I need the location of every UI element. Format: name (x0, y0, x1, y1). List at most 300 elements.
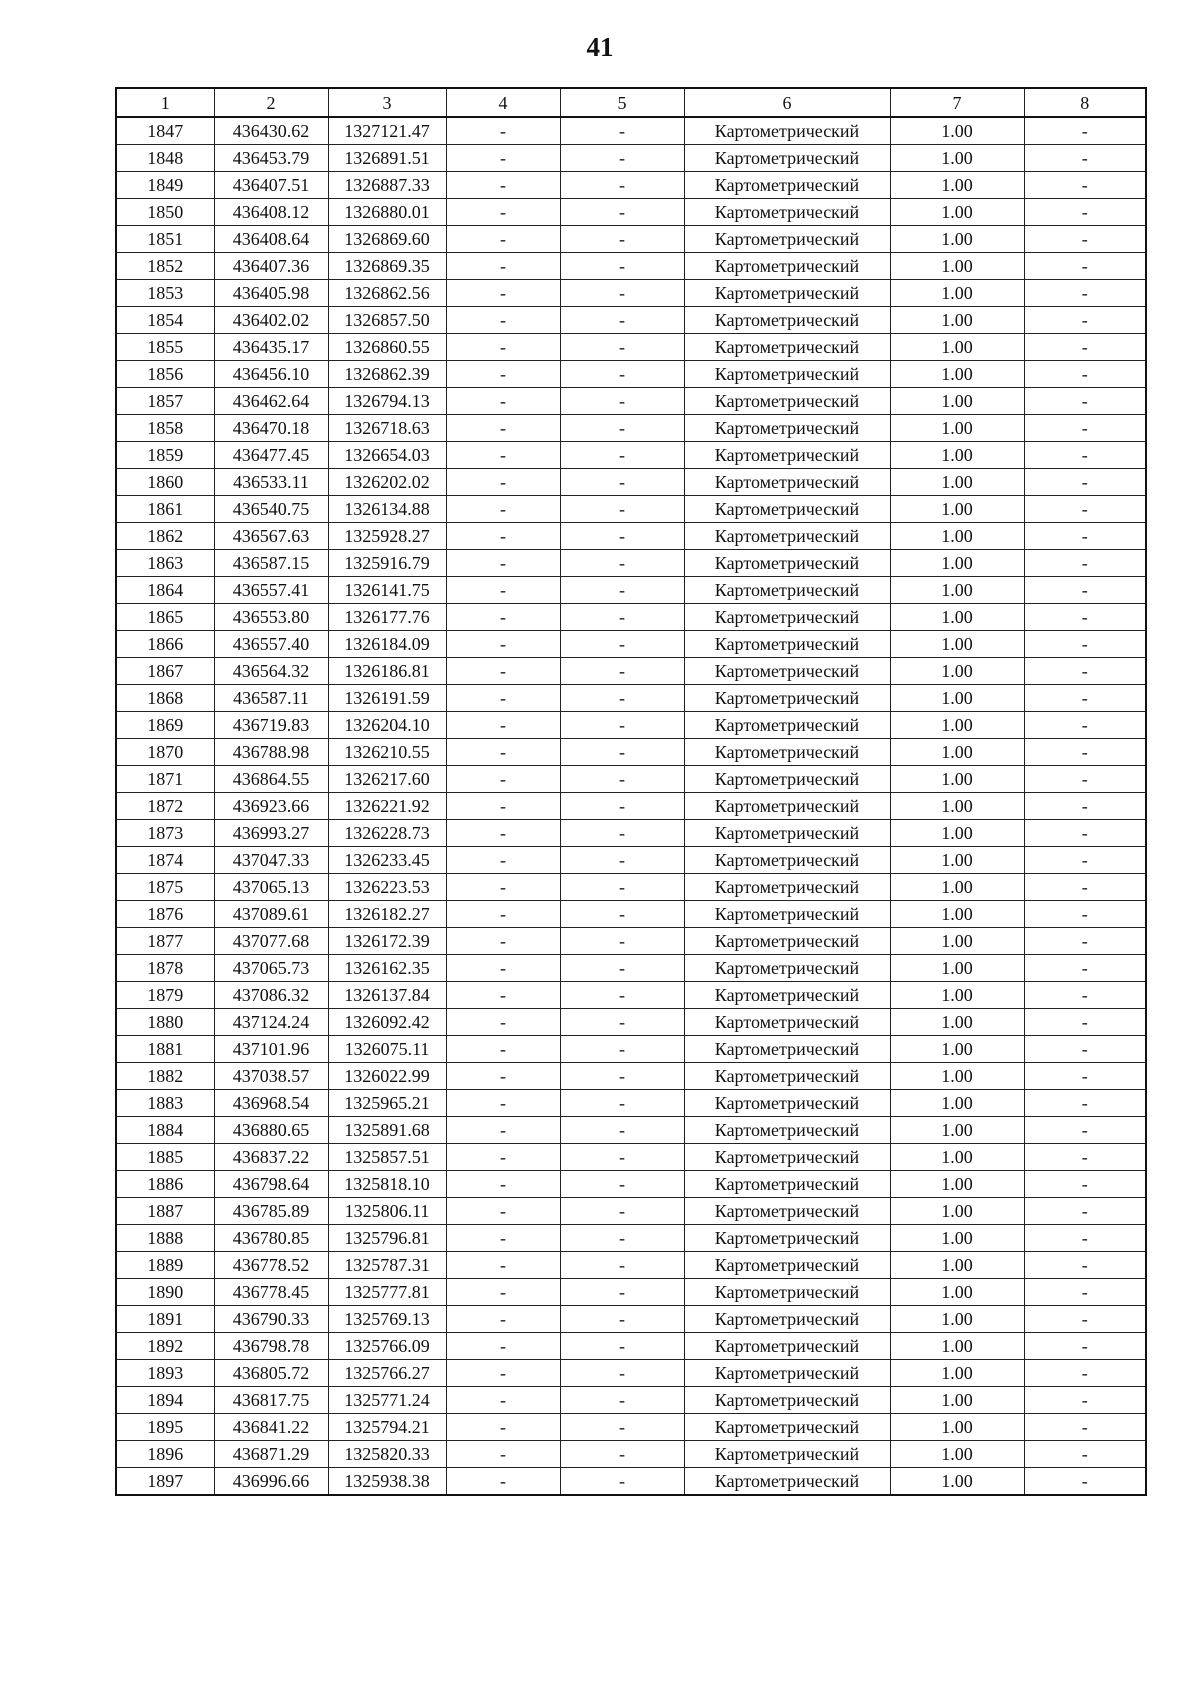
point-number-cell: 1876 (116, 901, 214, 928)
method-cell: Картометрический (684, 631, 890, 658)
y-coordinate-cell: 1326162.35 (328, 955, 446, 982)
method-cell: Картометрический (684, 496, 890, 523)
table-row (116, 1333, 1146, 1360)
x-coordinate-cell: 436837.22 (214, 1144, 328, 1171)
table-row (116, 1063, 1146, 1090)
col4-cell: - (446, 739, 560, 766)
x-coordinate-cell: 436778.45 (214, 1279, 328, 1306)
x-coordinate-cell: 436456.10 (214, 361, 328, 388)
method-cell: Картометрический (684, 1279, 890, 1306)
accuracy-cell: 1.00 (890, 820, 1024, 847)
col8-cell: - (1024, 847, 1146, 874)
col5-cell: - (560, 117, 684, 145)
y-coordinate-cell: 1326887.33 (328, 172, 446, 199)
accuracy-cell: 1.00 (890, 1360, 1024, 1387)
accuracy-cell: 1.00 (890, 1306, 1024, 1333)
table-row (116, 199, 1146, 226)
col4-cell: - (446, 1252, 560, 1279)
col4-cell: - (446, 1036, 560, 1063)
method-cell: Картометрический (684, 523, 890, 550)
point-number-cell: 1849 (116, 172, 214, 199)
accuracy-cell: 1.00 (890, 766, 1024, 793)
x-coordinate-cell: 436453.79 (214, 145, 328, 172)
method-cell: Картометрический (684, 145, 890, 172)
col8-cell: - (1024, 658, 1146, 685)
point-number-cell: 1895 (116, 1414, 214, 1441)
col8-cell: - (1024, 712, 1146, 739)
col5-cell: - (560, 1009, 684, 1036)
x-coordinate-cell: 437047.33 (214, 847, 328, 874)
col8-cell: - (1024, 820, 1146, 847)
column-header-7: 7 (890, 88, 1024, 117)
accuracy-cell: 1.00 (890, 712, 1024, 739)
accuracy-cell: 1.00 (890, 1171, 1024, 1198)
col5-cell: - (560, 928, 684, 955)
col4-cell: - (446, 253, 560, 280)
y-coordinate-cell: 1326137.84 (328, 982, 446, 1009)
col5-cell: - (560, 1171, 684, 1198)
col8-cell: - (1024, 1441, 1146, 1468)
accuracy-cell: 1.00 (890, 739, 1024, 766)
point-number-cell: 1879 (116, 982, 214, 1009)
x-coordinate-cell: 436587.15 (214, 550, 328, 577)
point-number-cell: 1886 (116, 1171, 214, 1198)
table-row (116, 145, 1146, 172)
accuracy-cell: 1.00 (890, 172, 1024, 199)
accuracy-cell: 1.00 (890, 685, 1024, 712)
col4-cell: - (446, 901, 560, 928)
accuracy-cell: 1.00 (890, 1009, 1024, 1036)
x-coordinate-cell: 436798.78 (214, 1333, 328, 1360)
y-coordinate-cell: 1325787.31 (328, 1252, 446, 1279)
method-cell: Картометрический (684, 1063, 890, 1090)
col4-cell: - (446, 1360, 560, 1387)
point-number-cell: 1851 (116, 226, 214, 253)
method-cell: Картометрический (684, 1171, 890, 1198)
point-number-cell: 1869 (116, 712, 214, 739)
point-number-cell: 1884 (116, 1117, 214, 1144)
col8-cell: - (1024, 280, 1146, 307)
method-cell: Картометрический (684, 253, 890, 280)
method-cell: Картометрический (684, 874, 890, 901)
method-cell: Картометрический (684, 658, 890, 685)
accuracy-cell: 1.00 (890, 469, 1024, 496)
table-row (116, 469, 1146, 496)
col4-cell: - (446, 334, 560, 361)
col5-cell: - (560, 199, 684, 226)
col4-cell: - (446, 712, 560, 739)
point-number-cell: 1892 (116, 1333, 214, 1360)
method-cell: Картометрический (684, 1306, 890, 1333)
accuracy-cell: 1.00 (890, 1333, 1024, 1360)
col4-cell: - (446, 874, 560, 901)
table-row (116, 712, 1146, 739)
y-coordinate-cell: 1326182.27 (328, 901, 446, 928)
y-coordinate-cell: 1326862.39 (328, 361, 446, 388)
col4-cell: - (446, 766, 560, 793)
method-cell: Картометрический (684, 685, 890, 712)
point-number-cell: 1856 (116, 361, 214, 388)
table-row (116, 1225, 1146, 1252)
col8-cell: - (1024, 982, 1146, 1009)
table-header (116, 88, 1146, 117)
col5-cell: - (560, 469, 684, 496)
point-number-cell: 1891 (116, 1306, 214, 1333)
y-coordinate-cell: 1325928.27 (328, 523, 446, 550)
column-header-1: 1 (116, 88, 214, 117)
col5-cell: - (560, 280, 684, 307)
col8-cell: - (1024, 1225, 1146, 1252)
point-number-cell: 1888 (116, 1225, 214, 1252)
point-number-cell: 1859 (116, 442, 214, 469)
x-coordinate-cell: 436540.75 (214, 496, 328, 523)
accuracy-cell: 1.00 (890, 1279, 1024, 1306)
point-number-cell: 1871 (116, 766, 214, 793)
x-coordinate-cell: 436780.85 (214, 1225, 328, 1252)
x-coordinate-cell: 436864.55 (214, 766, 328, 793)
table-row (116, 982, 1146, 1009)
accuracy-cell: 1.00 (890, 1252, 1024, 1279)
col5-cell: - (560, 1225, 684, 1252)
col5-cell: - (560, 955, 684, 982)
method-cell: Картометрический (684, 1468, 890, 1496)
col5-cell: - (560, 253, 684, 280)
method-cell: Картометрический (684, 766, 890, 793)
point-number-cell: 1896 (116, 1441, 214, 1468)
accuracy-cell: 1.00 (890, 1468, 1024, 1496)
x-coordinate-cell: 436533.11 (214, 469, 328, 496)
x-coordinate-cell: 436557.40 (214, 631, 328, 658)
col5-cell: - (560, 712, 684, 739)
x-coordinate-cell: 437089.61 (214, 901, 328, 928)
point-number-cell: 1862 (116, 523, 214, 550)
point-number-cell: 1861 (116, 496, 214, 523)
col8-cell: - (1024, 901, 1146, 928)
y-coordinate-cell: 1325820.33 (328, 1441, 446, 1468)
point-number-cell: 1854 (116, 307, 214, 334)
col5-cell: - (560, 145, 684, 172)
column-header-2: 2 (214, 88, 328, 117)
x-coordinate-cell: 436408.12 (214, 199, 328, 226)
col4-cell: - (446, 361, 560, 388)
method-cell: Картометрический (684, 1090, 890, 1117)
x-coordinate-cell: 437077.68 (214, 928, 328, 955)
col4-cell: - (446, 172, 560, 199)
accuracy-cell: 1.00 (890, 901, 1024, 928)
accuracy-cell: 1.00 (890, 658, 1024, 685)
x-coordinate-cell: 436430.62 (214, 117, 328, 145)
col5-cell: - (560, 1333, 684, 1360)
x-coordinate-cell: 437101.96 (214, 1036, 328, 1063)
method-cell: Картометрический (684, 1117, 890, 1144)
method-cell: Картометрический (684, 1009, 890, 1036)
y-coordinate-cell: 1327121.47 (328, 117, 446, 145)
accuracy-cell: 1.00 (890, 847, 1024, 874)
col8-cell: - (1024, 1063, 1146, 1090)
method-cell: Картометрический (684, 361, 890, 388)
col4-cell: - (446, 199, 560, 226)
point-number-cell: 1881 (116, 1036, 214, 1063)
col5-cell: - (560, 415, 684, 442)
table-row (116, 739, 1146, 766)
point-number-cell: 1873 (116, 820, 214, 847)
col4-cell: - (446, 415, 560, 442)
col5-cell: - (560, 631, 684, 658)
accuracy-cell: 1.00 (890, 1198, 1024, 1225)
table-row (116, 1090, 1146, 1117)
table-row (116, 523, 1146, 550)
col8-cell: - (1024, 1117, 1146, 1144)
accuracy-cell: 1.00 (890, 253, 1024, 280)
accuracy-cell: 1.00 (890, 631, 1024, 658)
table-row (116, 955, 1146, 982)
col4-cell: - (446, 1063, 560, 1090)
y-coordinate-cell: 1325769.13 (328, 1306, 446, 1333)
col4-cell: - (446, 1009, 560, 1036)
method-cell: Картометрический (684, 1333, 890, 1360)
col5-cell: - (560, 1414, 684, 1441)
accuracy-cell: 1.00 (890, 145, 1024, 172)
col4-cell: - (446, 1117, 560, 1144)
y-coordinate-cell: 1326880.01 (328, 199, 446, 226)
x-coordinate-cell: 437086.32 (214, 982, 328, 1009)
y-coordinate-cell: 1326217.60 (328, 766, 446, 793)
table-row (116, 1144, 1146, 1171)
method-cell: Картометрический (684, 1252, 890, 1279)
x-coordinate-cell: 436407.51 (214, 172, 328, 199)
col8-cell: - (1024, 604, 1146, 631)
point-number-cell: 1887 (116, 1198, 214, 1225)
col8-cell: - (1024, 496, 1146, 523)
col8-cell: - (1024, 685, 1146, 712)
method-cell: Картометрический (684, 928, 890, 955)
point-number-cell: 1848 (116, 145, 214, 172)
table-row (116, 901, 1146, 928)
y-coordinate-cell: 1325806.11 (328, 1198, 446, 1225)
col5-cell: - (560, 577, 684, 604)
x-coordinate-cell: 436405.98 (214, 280, 328, 307)
col5-cell: - (560, 901, 684, 928)
point-number-cell: 1893 (116, 1360, 214, 1387)
table-row (116, 280, 1146, 307)
accuracy-cell: 1.00 (890, 1225, 1024, 1252)
accuracy-cell: 1.00 (890, 1036, 1024, 1063)
y-coordinate-cell: 1325777.81 (328, 1279, 446, 1306)
method-cell: Картометрический (684, 847, 890, 874)
accuracy-cell: 1.00 (890, 442, 1024, 469)
col8-cell: - (1024, 955, 1146, 982)
method-cell: Картометрический (684, 955, 890, 982)
point-number-cell: 1885 (116, 1144, 214, 1171)
point-number-cell: 1847 (116, 117, 214, 145)
col4-cell: - (446, 117, 560, 145)
col8-cell: - (1024, 145, 1146, 172)
col5-cell: - (560, 982, 684, 1009)
table-row (116, 1306, 1146, 1333)
accuracy-cell: 1.00 (890, 550, 1024, 577)
accuracy-cell: 1.00 (890, 1063, 1024, 1090)
col4-cell: - (446, 442, 560, 469)
y-coordinate-cell: 1326869.35 (328, 253, 446, 280)
table-row (116, 1279, 1146, 1306)
col5-cell: - (560, 1063, 684, 1090)
col8-cell: - (1024, 172, 1146, 199)
table-row (116, 550, 1146, 577)
col4-cell: - (446, 1441, 560, 1468)
col8-cell: - (1024, 117, 1146, 145)
col8-cell: - (1024, 1387, 1146, 1414)
col8-cell: - (1024, 253, 1146, 280)
x-coordinate-cell: 436407.36 (214, 253, 328, 280)
y-coordinate-cell: 1326141.75 (328, 577, 446, 604)
y-coordinate-cell: 1326075.11 (328, 1036, 446, 1063)
col5-cell: - (560, 226, 684, 253)
point-number-cell: 1883 (116, 1090, 214, 1117)
y-coordinate-cell: 1326134.88 (328, 496, 446, 523)
col4-cell: - (446, 1387, 560, 1414)
accuracy-cell: 1.00 (890, 1117, 1024, 1144)
col4-cell: - (446, 1090, 560, 1117)
table-row (116, 1360, 1146, 1387)
point-number-cell: 1874 (116, 847, 214, 874)
x-coordinate-cell: 436871.29 (214, 1441, 328, 1468)
point-number-cell: 1855 (116, 334, 214, 361)
col4-cell: - (446, 820, 560, 847)
col5-cell: - (560, 604, 684, 631)
method-cell: Картометрический (684, 739, 890, 766)
accuracy-cell: 1.00 (890, 388, 1024, 415)
col4-cell: - (446, 280, 560, 307)
accuracy-cell: 1.00 (890, 1144, 1024, 1171)
x-coordinate-cell: 436790.33 (214, 1306, 328, 1333)
col5-cell: - (560, 1036, 684, 1063)
y-coordinate-cell: 1326228.73 (328, 820, 446, 847)
method-cell: Картометрический (684, 199, 890, 226)
x-coordinate-cell: 436785.89 (214, 1198, 328, 1225)
col8-cell: - (1024, 361, 1146, 388)
col5-cell: - (560, 739, 684, 766)
method-cell: Картометрический (684, 550, 890, 577)
y-coordinate-cell: 1326191.59 (328, 685, 446, 712)
col5-cell: - (560, 1117, 684, 1144)
col8-cell: - (1024, 793, 1146, 820)
table-row (116, 928, 1146, 955)
point-number-cell: 1864 (116, 577, 214, 604)
point-number-cell: 1857 (116, 388, 214, 415)
col8-cell: - (1024, 550, 1146, 577)
x-coordinate-cell: 436805.72 (214, 1360, 328, 1387)
y-coordinate-cell: 1325938.38 (328, 1468, 446, 1496)
table-row (116, 172, 1146, 199)
table-row (116, 1036, 1146, 1063)
col8-cell: - (1024, 1036, 1146, 1063)
x-coordinate-cell: 436798.64 (214, 1171, 328, 1198)
table-row (116, 1117, 1146, 1144)
column-header-6: 6 (684, 88, 890, 117)
table-row (116, 631, 1146, 658)
y-coordinate-cell: 1326857.50 (328, 307, 446, 334)
method-cell: Картометрический (684, 334, 890, 361)
method-cell: Картометрический (684, 604, 890, 631)
table-row (116, 442, 1146, 469)
point-number-cell: 1867 (116, 658, 214, 685)
accuracy-cell: 1.00 (890, 307, 1024, 334)
col5-cell: - (560, 1198, 684, 1225)
accuracy-cell: 1.00 (890, 577, 1024, 604)
col5-cell: - (560, 820, 684, 847)
method-cell: Картометрический (684, 1144, 890, 1171)
table-row (116, 1171, 1146, 1198)
x-coordinate-cell: 436778.52 (214, 1252, 328, 1279)
col5-cell: - (560, 496, 684, 523)
point-number-cell: 1870 (116, 739, 214, 766)
column-header-5: 5 (560, 88, 684, 117)
col8-cell: - (1024, 415, 1146, 442)
method-cell: Картометрический (684, 442, 890, 469)
y-coordinate-cell: 1326092.42 (328, 1009, 446, 1036)
col5-cell: - (560, 307, 684, 334)
y-coordinate-cell: 1325965.21 (328, 1090, 446, 1117)
accuracy-cell: 1.00 (890, 1090, 1024, 1117)
x-coordinate-cell: 437038.57 (214, 1063, 328, 1090)
y-coordinate-cell: 1326869.60 (328, 226, 446, 253)
table-row (116, 117, 1146, 145)
table-row (116, 685, 1146, 712)
accuracy-cell: 1.00 (890, 1441, 1024, 1468)
col4-cell: - (446, 631, 560, 658)
table-row (116, 1252, 1146, 1279)
method-cell: Картометрический (684, 982, 890, 1009)
y-coordinate-cell: 1326233.45 (328, 847, 446, 874)
col5-cell: - (560, 658, 684, 685)
col4-cell: - (446, 145, 560, 172)
y-coordinate-cell: 1326202.02 (328, 469, 446, 496)
col8-cell: - (1024, 523, 1146, 550)
table-row (116, 1387, 1146, 1414)
col4-cell: - (446, 658, 560, 685)
col5-cell: - (560, 442, 684, 469)
y-coordinate-cell: 1325891.68 (328, 1117, 446, 1144)
table-row (116, 658, 1146, 685)
col8-cell: - (1024, 928, 1146, 955)
table-row (116, 496, 1146, 523)
y-coordinate-cell: 1325771.24 (328, 1387, 446, 1414)
col4-cell: - (446, 1468, 560, 1496)
x-coordinate-cell: 437065.73 (214, 955, 328, 982)
x-coordinate-cell: 436470.18 (214, 415, 328, 442)
col5-cell: - (560, 685, 684, 712)
col8-cell: - (1024, 1252, 1146, 1279)
header-row (116, 88, 1146, 117)
table-row (116, 1414, 1146, 1441)
method-cell: Картометрический (684, 226, 890, 253)
y-coordinate-cell: 1326891.51 (328, 145, 446, 172)
y-coordinate-cell: 1325796.81 (328, 1225, 446, 1252)
accuracy-cell: 1.00 (890, 955, 1024, 982)
col8-cell: - (1024, 388, 1146, 415)
x-coordinate-cell: 436553.80 (214, 604, 328, 631)
point-number-cell: 1872 (116, 793, 214, 820)
accuracy-cell: 1.00 (890, 199, 1024, 226)
method-cell: Картометрический (684, 117, 890, 145)
y-coordinate-cell: 1325818.10 (328, 1171, 446, 1198)
col4-cell: - (446, 226, 560, 253)
col8-cell: - (1024, 1171, 1146, 1198)
y-coordinate-cell: 1326654.03 (328, 442, 446, 469)
col5-cell: - (560, 1279, 684, 1306)
accuracy-cell: 1.00 (890, 1414, 1024, 1441)
col8-cell: - (1024, 1090, 1146, 1117)
